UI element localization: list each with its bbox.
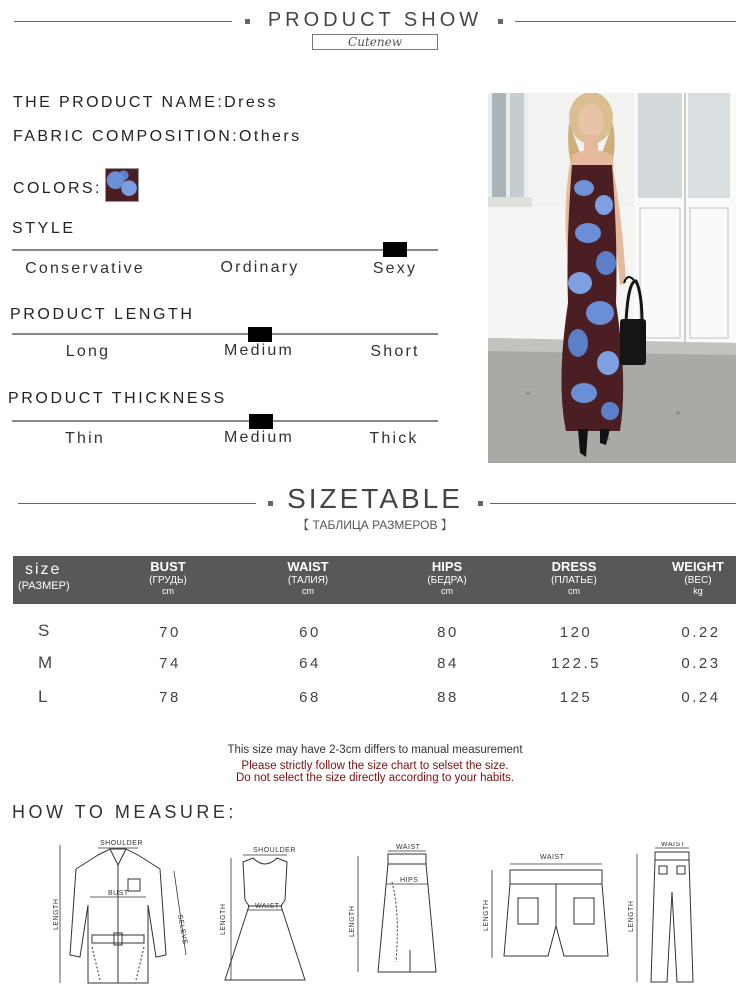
- col-waist-name: WAIST: [287, 559, 329, 574]
- color-swatch[interactable]: [105, 168, 139, 202]
- col-bust-ru: (ГРУДЬ): [149, 575, 187, 586]
- style-scale-line: [12, 249, 438, 251]
- model-photo-illustration: [488, 93, 736, 463]
- dress-length-label: LENGTH: [220, 903, 227, 935]
- header-dot-right: [498, 19, 503, 24]
- style-title: STYLE: [12, 220, 76, 237]
- jacket-bust-label: BUST: [108, 890, 129, 897]
- colors-label: COLORS:: [13, 180, 102, 197]
- col-hips-name: HIPS: [431, 559, 463, 574]
- pants-diagram: [625, 842, 715, 992]
- page-title: PRODUCT SHOW: [267, 9, 483, 31]
- col-waist-unit: cm: [302, 586, 314, 596]
- col-bust-name: BUST: [150, 559, 186, 574]
- shorts-length-label: LENGTH: [483, 899, 490, 931]
- thickness-marker: [249, 414, 273, 429]
- style-label-sexy: Sexy: [372, 260, 418, 277]
- col-bust-unit: cm: [162, 586, 174, 596]
- col-hips-unit: cm: [441, 586, 453, 596]
- row-m-dress: 122.5: [550, 655, 602, 672]
- note-warning-1: Please strictly follow the size chart to selset the size.: [241, 760, 509, 772]
- how-to-measure-title: HOW TO MEASURE:: [12, 802, 237, 822]
- sizetable-dot-right: [478, 501, 483, 506]
- col-dress-name: DRESS: [551, 559, 597, 574]
- jacket-sleeve-label: SELEVE: [176, 914, 189, 946]
- row-s-bust: 70: [159, 624, 181, 641]
- col-header-bust: [123, 556, 213, 604]
- skirt-hips-label: HIPS: [400, 877, 419, 884]
- brand-subtitle: Cutenew: [312, 34, 438, 50]
- row-m-hips: 84: [437, 655, 459, 672]
- thickness-title: PRODUCT THICKNESS: [8, 390, 227, 407]
- sizetable-title: SIZETABLE: [287, 483, 463, 514]
- length-label-medium: Medium: [223, 342, 295, 359]
- jacket-shoulder-label: SHOULDER: [100, 840, 143, 847]
- row-l-bust: 78: [159, 689, 181, 706]
- col-size-ru: (РАЗМЕР): [18, 580, 70, 592]
- thickness-label-thick: Thick: [369, 430, 419, 447]
- header-rule-right: [515, 21, 736, 22]
- dress-waist-label: WAIST: [255, 903, 280, 910]
- col-header-waist: [263, 556, 353, 604]
- col-size-name: size: [25, 561, 62, 578]
- fabric-composition: FABRIC COMPOSITION:Others: [13, 128, 302, 145]
- note-warning-2: Do not select the size directly according to your habits.: [235, 772, 515, 784]
- note-measurement: This size may have 2-3cm differs to manual measurement: [227, 744, 523, 756]
- row-l-weight: 0.24: [681, 689, 721, 706]
- skirt-diagram: [340, 842, 450, 990]
- length-title: PRODUCT LENGTH: [10, 306, 195, 323]
- length-label-short: Short: [370, 343, 420, 360]
- style-label-ordinary: Ordinary: [220, 259, 300, 276]
- col-weight-ru: (ВЕС): [684, 575, 712, 586]
- col-header-weight: [658, 556, 738, 604]
- row-s-weight: 0.22: [681, 624, 721, 641]
- skirt-waist-label: WAIST: [396, 844, 421, 851]
- row-l-waist: 68: [299, 689, 321, 706]
- row-l-dress: 125: [559, 689, 593, 706]
- thickness-label-medium: Medium: [223, 429, 295, 446]
- jacket-diagram: [48, 835, 198, 990]
- style-marker: [383, 242, 407, 257]
- thickness-label-thin: Thin: [65, 430, 105, 447]
- pants-length-label: LENGTH: [628, 900, 635, 932]
- row-m-weight: 0.23: [681, 655, 721, 672]
- thickness-scale-line: [12, 420, 438, 422]
- length-marker: [248, 327, 272, 342]
- row-s-hips: 80: [437, 624, 459, 641]
- col-dress-unit: cm: [568, 586, 580, 596]
- dress-diagram: [215, 840, 315, 988]
- size-table-header: [13, 556, 736, 604]
- skirt-length-label: LENGTH: [349, 905, 356, 937]
- shorts-waist-label: WAIST: [540, 854, 565, 861]
- length-label-long: Long: [65, 343, 111, 360]
- shorts-diagram: [478, 846, 623, 976]
- row-m-bust: 74: [159, 655, 181, 672]
- product-name: THE PRODUCT NAME:Dress: [13, 94, 278, 111]
- row-s-size: S: [38, 621, 50, 640]
- row-m-waist: 64: [299, 655, 321, 672]
- row-s-waist: 60: [299, 624, 321, 641]
- pants-waist-label: WAIST: [661, 842, 686, 848]
- row-s-dress: 120: [559, 624, 593, 641]
- col-header-size: [13, 556, 77, 604]
- length-scale-line: [12, 333, 438, 335]
- dress-shoulder-label: SHOULDER: [253, 847, 296, 854]
- jacket-length-label: LENGTH: [53, 898, 60, 930]
- col-weight-name: WEIGHT: [672, 559, 724, 574]
- sizetable-subtitle: 【 ТАБЛИЦА РАЗМЕРОВ 】: [297, 518, 453, 532]
- sizetable-rule-right: [490, 503, 736, 504]
- col-weight-unit: kg: [693, 586, 703, 596]
- col-waist-ru: (ТАЛИЯ): [287, 575, 329, 586]
- col-hips-ru: (БЕДРА): [427, 575, 467, 586]
- row-m-size: M: [38, 653, 53, 672]
- style-label-conservative: Conservative: [25, 260, 145, 277]
- row-l-hips: 88: [437, 689, 459, 706]
- col-header-hips: [402, 556, 492, 604]
- col-header-dress: [529, 556, 619, 604]
- product-photo: [488, 93, 736, 463]
- col-dress-ru: (ПЛАТЬЕ): [551, 575, 597, 586]
- row-l-size: L: [38, 687, 48, 706]
